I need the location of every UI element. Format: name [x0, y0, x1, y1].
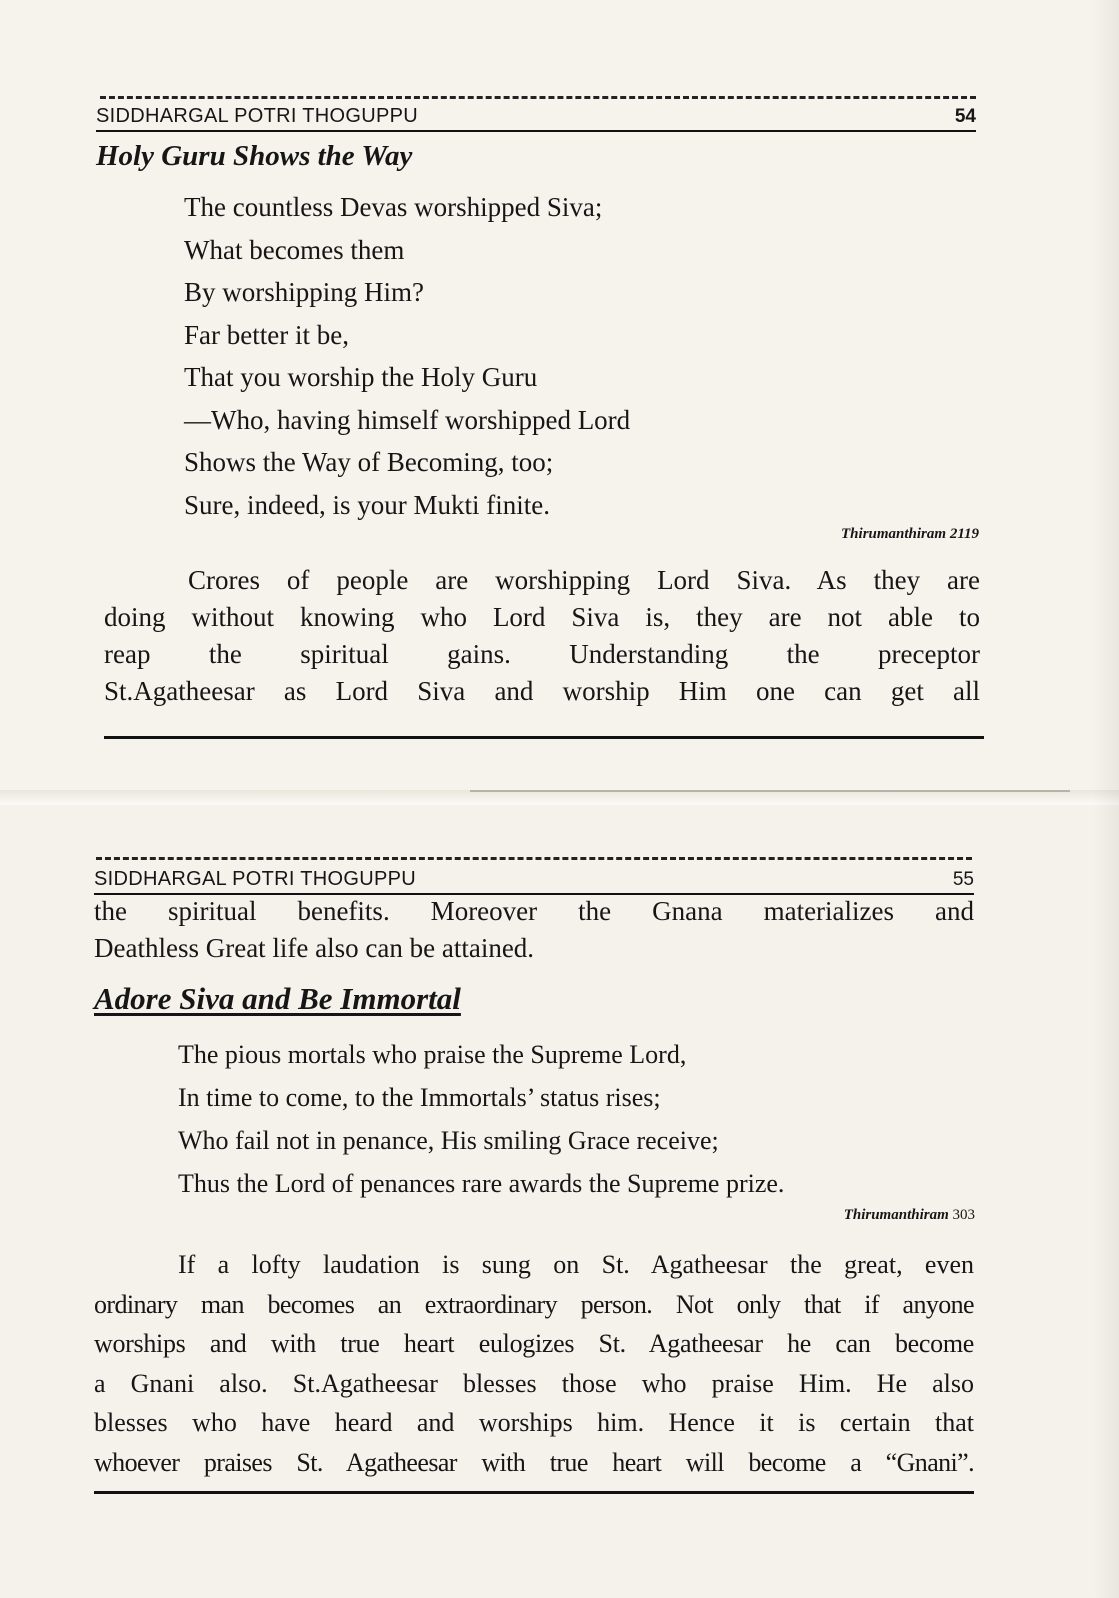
verse-line: Who fail not in penance, His smiling Grace receive;: [178, 1126, 719, 1155]
prose-line: whoever praises St. Agatheesar with true heart will become a “Gnani”.: [94, 1447, 974, 1477]
bottom-rule: [94, 1491, 974, 1494]
dashed-top-rule: [96, 857, 972, 860]
prose-line: reap the spiritual gains. Understanding the preceptor: [104, 639, 980, 669]
citation: [844, 1207, 975, 1224]
verse-line: In time to come, to the Immortals’ status rises;: [178, 1083, 661, 1112]
prose-line: ordinary man becomes an extraordinary person. Not only that if anyone: [94, 1289, 974, 1319]
citation-source: Thirumanthiram: [843, 1207, 949, 1223]
prose-line: worships and with true heart eulogizes St. Agatheesar he can become: [94, 1329, 974, 1358]
verse-line: What becomes them: [184, 234, 405, 265]
verse-line: Shows the Way of Becoming, too;: [184, 447, 554, 477]
verse-block: [184, 186, 630, 526]
prose-line: Crores of people are worshipping Lord Siva. As they are: [188, 565, 980, 595]
page-number: 55: [952, 869, 974, 890]
verse-line: Far better it be,: [184, 319, 349, 350]
fold-crease: [470, 790, 1070, 792]
bottom-rule: [104, 736, 984, 739]
page-edge-shadow: [1093, 0, 1119, 1598]
page-fold: [0, 790, 1119, 805]
continued-paragraph: [94, 893, 974, 967]
citation-number: 303: [952, 1207, 975, 1223]
prose-line: If a lofty laudation is sung on St. Agatheesar the great, even: [178, 1250, 974, 1279]
commentary-paragraph: [94, 1245, 974, 1482]
verse-line: Thus the Lord of penances rare awards the Supreme prize.: [178, 1169, 785, 1198]
citation: [841, 526, 979, 543]
page-55: [0, 805, 1119, 1598]
verse-line: —Who, having himself worshipped Lord: [184, 404, 631, 435]
section-heading: Holy Guru Shows the Way: [96, 140, 413, 172]
verse-line: The pious mortals who praise the Supreme Lord,: [178, 1040, 687, 1069]
page-number: 54: [954, 106, 976, 127]
prose-line: St.Agatheesar as Lord Siva and worship Him one can get all: [104, 676, 980, 706]
verse-line: That you worship the Holy Guru: [184, 362, 538, 392]
commentary-paragraph: [104, 562, 980, 710]
prose-line: a Gnani also. St.Agatheesar blesses those who praise Him. He also: [94, 1368, 974, 1398]
verse-block: [178, 1033, 784, 1205]
verse-line: Sure, indeed, is your Mukti finite.: [184, 489, 550, 520]
prose-line: the spiritual benefits. Moreover the Gnana materializes and: [94, 896, 974, 926]
prose-line: Deathless Great life also can be attained.: [94, 933, 535, 963]
page-header: [96, 100, 976, 132]
verse-line: By worshipping Him?: [184, 277, 424, 307]
verse-line: The countless Devas worshipped Siva;: [184, 192, 603, 222]
citation-number: 2119: [949, 526, 979, 542]
prose-line: blesses who have heard and worships him. Hence it is certain that: [94, 1408, 974, 1437]
page-54: [0, 0, 1119, 790]
section-heading: Adore Siva and Be Immortal: [94, 981, 461, 1016]
page-header: [94, 863, 974, 895]
dashed-top-rule: [100, 96, 976, 99]
prose-line: doing without knowing who Lord Siva is, they are not able to: [104, 602, 980, 632]
running-head: SIDDHARGAL POTRI THOGUPPU: [94, 868, 416, 890]
citation-source: Thirumanthiram: [841, 526, 947, 542]
running-head: SIDDHARGAL POTRI THOGUPPU: [96, 105, 418, 127]
